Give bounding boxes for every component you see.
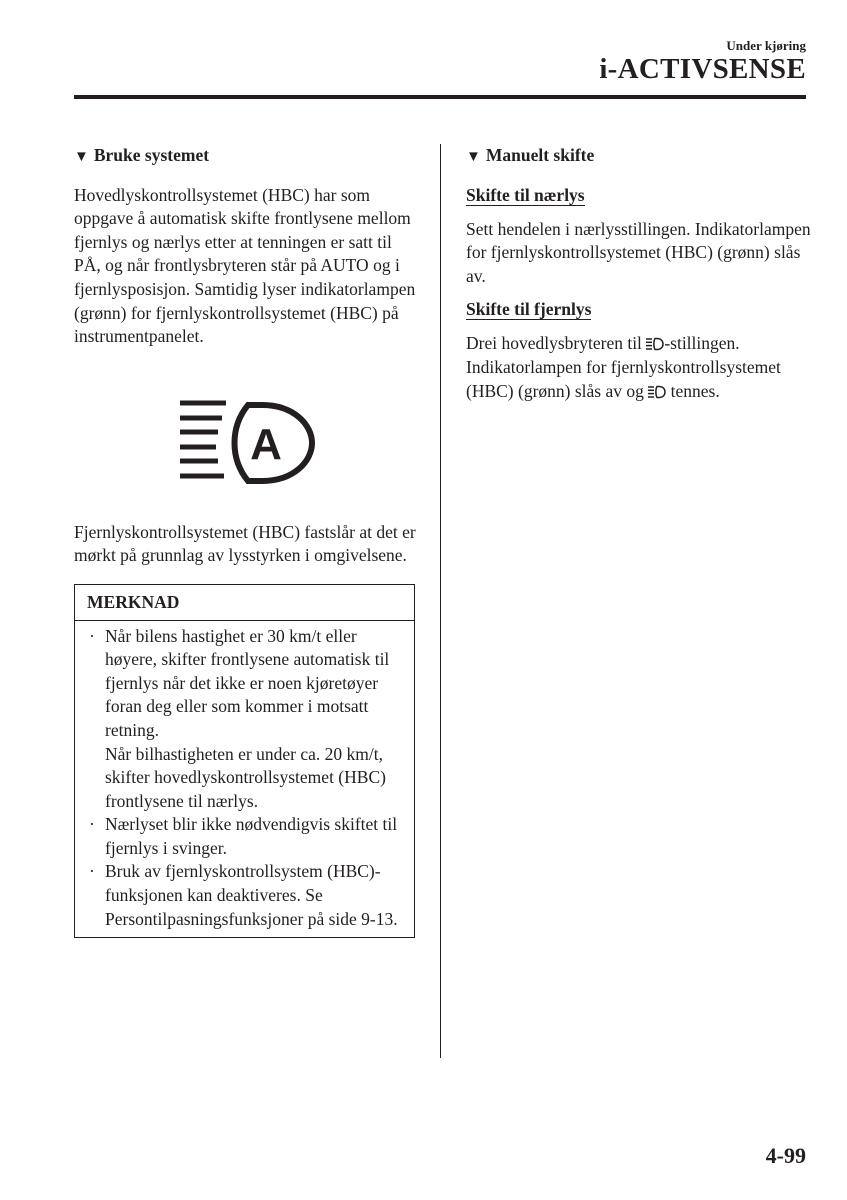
page-number: 4-99 xyxy=(765,1143,806,1168)
section-heading-text: Manuelt skifte xyxy=(485,145,595,165)
note-body xyxy=(75,621,414,938)
column-divider xyxy=(440,144,441,1058)
running-header-title: i-ACTIVSENSE xyxy=(599,53,806,85)
note-title: MERKNAD xyxy=(75,585,414,621)
section-heading-text: Bruke systemet xyxy=(93,145,210,165)
sub-heading-high-beam: Skifte til fjernlys xyxy=(466,299,592,320)
note-box xyxy=(74,584,415,938)
triangle-down-icon: ▼ xyxy=(74,149,89,165)
bullet: · xyxy=(89,625,95,646)
note-item xyxy=(87,860,402,931)
high-beam-icon xyxy=(646,337,664,351)
auto-high-beam-icon xyxy=(178,397,318,487)
auto-letter: A xyxy=(250,419,282,469)
running-header-section: Under kjøring xyxy=(726,38,806,53)
note-text-line: Når bilens hastighet er 30 km/t eller høyere, skifter frontlysene automatisk til fjernlys når det ikke er noen kjøretøyer foran deg eller som kommer i motsatt retning. xyxy=(105,625,390,740)
high-beam-paragraph: Drei hovedlysbryteren til -stillingen. Indikatorlampen for fjernlyskontrollsystemet (HBC) (grønn) slås av og tennes. xyxy=(466,333,781,401)
header-rule xyxy=(74,95,806,99)
note-item xyxy=(87,813,402,860)
section-heading-bruke-systemet xyxy=(74,144,419,170)
low-beam-paragraph: Sett hendelen i nærlysstillingen. Indikatorlampen for fjernlyskontrollsystemet (HBC) (grønn) slås av. xyxy=(466,218,811,286)
note-text-line: Nærlyset blir ikke nødvendigvis skiftet til fjernlys i svinger. xyxy=(105,814,398,858)
sub-heading-low-beam: Skifte til nærlys xyxy=(466,184,585,205)
note-item xyxy=(87,625,402,814)
right-column xyxy=(466,140,811,403)
bullet: · xyxy=(89,861,95,882)
bullet: · xyxy=(89,814,95,835)
high-beam-icon xyxy=(648,385,666,399)
triangle-down-icon: ▼ xyxy=(466,149,481,165)
section-heading-manuelt-skifte xyxy=(466,144,811,170)
note-text-line: Når bilhastigheten er under ca. 20 km/t, skifter hovedlyskontrollsystemet (HBC) frontlysene til nærlys. xyxy=(105,743,386,811)
detection-paragraph: Fjernlyskontrollsystemet (HBC) fastslår at det er mørkt på grunnlag av lysstyrken i omgivelsene. xyxy=(74,521,416,566)
note-text-line: Bruk av fjernlyskontrollsystem (HBC)-funksjonen kan deaktiveres. Se Persontilpasningsfunksjoner på side 9-13. xyxy=(105,861,398,929)
left-column xyxy=(74,140,419,938)
intro-paragraph: Hovedlyskontrollsystemet (HBC) har som oppgave å automatisk skifte frontlysene mellom fjernlys og nærlys etter at tenningen er satt til PÅ, og når frontlysbryteren står på AUTO og i fjernlysposisjon. Samtidig lyser indikatorlampen (grønn) for fjernlyskontrollsystemet (HBC) på instrumentpanelet. xyxy=(74,184,416,347)
